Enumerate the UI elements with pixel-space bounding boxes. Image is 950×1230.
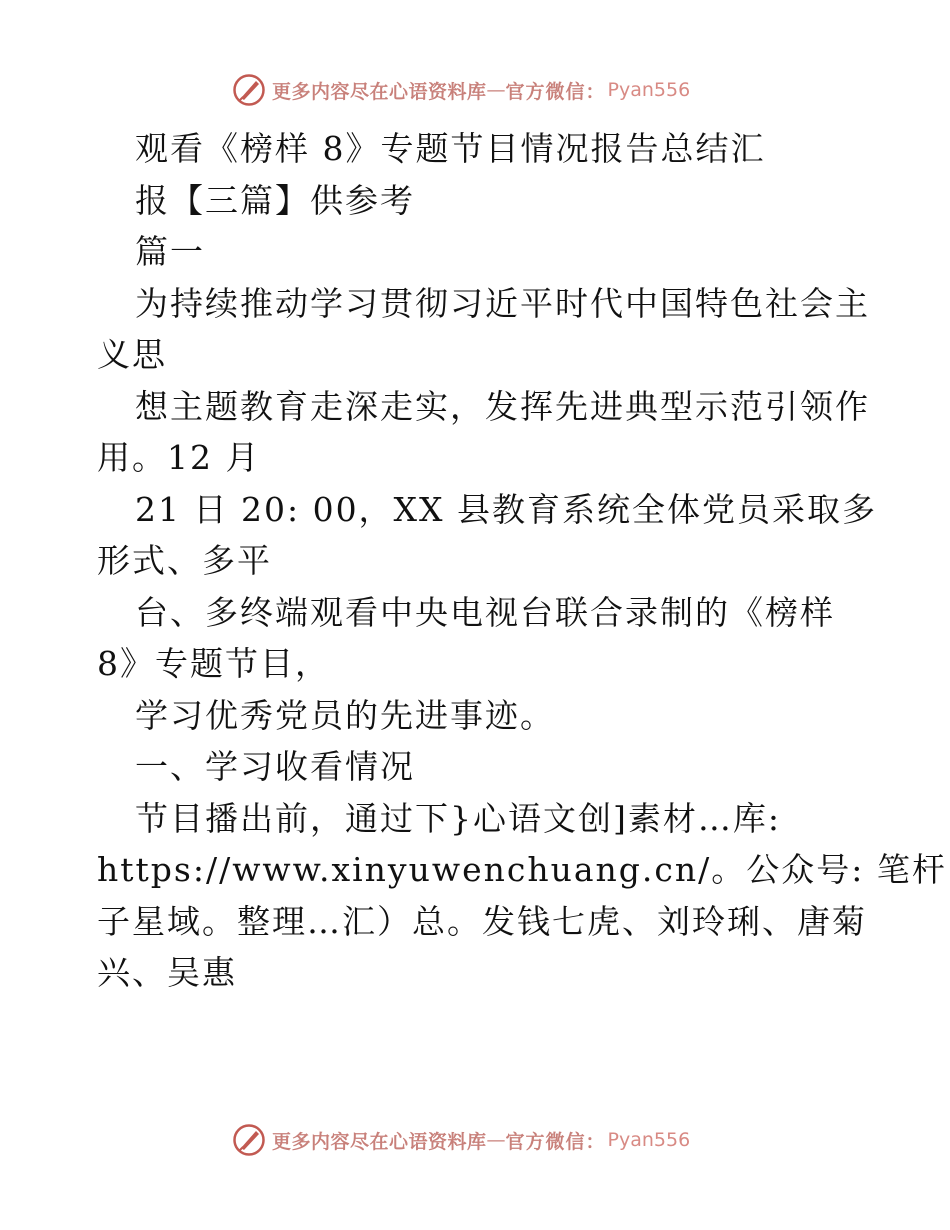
watermark-separator: — bbox=[486, 1129, 506, 1151]
quill-logo-icon bbox=[232, 73, 266, 107]
text-line: 一、学习收看情况 bbox=[135, 747, 415, 786]
watermark-wechat-id: Pyan556 bbox=[607, 79, 691, 101]
text-line: 篇一 bbox=[135, 232, 205, 271]
text-line: 形式、多平 bbox=[97, 541, 272, 580]
footer-watermark bbox=[232, 1122, 690, 1158]
text-line: 观看《榜样 8》专题节目情况报告总结汇 bbox=[135, 129, 766, 168]
text-line: 节目播出前，通过下}心语文创]素材…库: bbox=[135, 798, 781, 838]
watermark-wechat-label: 官方微信： bbox=[505, 1130, 606, 1153]
text-line: https://www.xinyuwenchuang.cn/。公众号: 笔杆 bbox=[97, 850, 947, 889]
text-line: 想主题教育走深走实，发挥先进典型示范引领作 bbox=[135, 386, 870, 426]
watermark-text: 更多内容尽在心语资料库 bbox=[272, 80, 487, 103]
document-body bbox=[97, 123, 947, 999]
watermark-separator: — bbox=[486, 79, 506, 101]
quill-logo-icon bbox=[232, 1123, 266, 1157]
text-line: 子星域。整理…汇）总。发钱七虎、刘玲琍、唐菊 bbox=[97, 901, 867, 941]
text-line: 兴、吴惠 bbox=[97, 953, 237, 992]
text-line: 报【三篇】供参考 bbox=[135, 180, 415, 220]
text-line: 21 日 20: 00，XX 县教育系统全体党员采取多 bbox=[135, 489, 878, 529]
text-line: 为持续推动学习贯彻习近平时代中国特色社会主 bbox=[135, 283, 870, 323]
watermark-wechat-id: Pyan556 bbox=[607, 1129, 691, 1151]
text-line: 义思 bbox=[97, 335, 167, 374]
watermark-text: 更多内容尽在心语资料库 bbox=[272, 1130, 487, 1153]
text-line: 用。12 月 bbox=[97, 438, 261, 477]
header-watermark bbox=[232, 72, 690, 108]
text-line: 学习优秀党员的先进事迹。 bbox=[135, 695, 555, 735]
watermark-wechat-label: 官方微信： bbox=[505, 80, 606, 103]
text-line: 8》专题节目， bbox=[97, 644, 330, 683]
text-line: 台、多终端观看中央电视台联合录制的《榜样 bbox=[135, 592, 835, 632]
